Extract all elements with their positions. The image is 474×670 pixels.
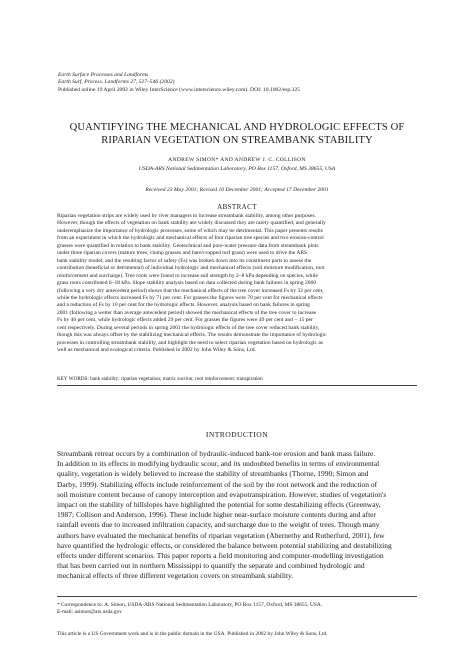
- abstract-line: Riparian vegetation strips are widely used by river managers to increase streambank stability, among other purposes.: [57, 213, 316, 219]
- journal-published: Published online 19 April 2002 in Wiley InterScience (www.interscience.wiley.com). DOI: 10.1002/esp.325: [58, 86, 300, 93]
- abstract-line: processes in controlling streambank stability, and highlight the need to select riparian vegetation based on hydrologic as: [57, 339, 323, 346]
- intro-line: Streambank retreat occurs by a combination of hydraulic-induced bank-toe erosion and bank mass failure.: [57, 449, 376, 458]
- intro-line: authors have evaluated the mechanical benefits of riparian vegetation (Abernethy and Rutherfurd, 2001), few: [57, 530, 385, 540]
- abstract-heading: ABSTRACT: [217, 203, 257, 211]
- abstract-line: bank stability model, and the resulting factor of safety (Fs) was broken down into its constituent parts to assess the: [57, 257, 312, 264]
- abstract-line: well as mechanical and ecological criteria. Published in 2002 by John Wiley & Sons, Ltd.: [57, 347, 256, 354]
- intro-line: Darby, 1999). Stabilizing effects include reinforcement of the soil by the root network and the reduction of: [57, 479, 378, 489]
- journal-name: Earth Surface Processes and Landforms: [58, 72, 149, 78]
- intro-line: have quantified the hydrologic effects, or considered the balance between potential stabilizing and destabilizing: [57, 540, 392, 550]
- title-line-1: QUANTIFYING THE MECHANICAL AND HYDROLOGIC EFFECTS OF: [69, 122, 405, 133]
- journal-header: [58, 72, 418, 94]
- correspondence-footnote: [57, 602, 417, 616]
- affiliation: USDA-ARS National Sedimentation Laboratory, PO Box 1157, Oxford, MS 38655, USA: [138, 166, 336, 172]
- footnote-address: * Correspondence to: A. Simon, USDA-ARS National Sedimentation Laboratory, PO Box 1157, Oxford, MS 38655, USA.: [57, 602, 323, 608]
- intro-line: impact on the stability of hillslopes have highlighted the potential for some destabilizing effects (Greenway,: [57, 500, 381, 510]
- abstract-body: [57, 213, 417, 355]
- abstract-line: reinforcement and surcharge). Tree roots were found to increase soil strength by 2–8 kPa depending on species, while: [57, 272, 318, 279]
- abstract-line: while the hydrologic effects increased Fs by 71 per cent. For grasses the figures were 70 per cent for mechanical effects: [57, 294, 323, 301]
- abstract-line: contribution (beneficial or detrimental) of individual hydrologic and mechanical effects (soil moisture modification, root: [57, 265, 325, 272]
- footnote-divider: [57, 596, 417, 597]
- intro-line: In addition to its effects in modifying hydraulic scour, and its undoubted benefits in terms of environmental: [57, 459, 380, 469]
- abstract-line: grass roots contributed 6–18 kPa. Slope stability analysis based on data collected during bank failures in spring 2000: [57, 280, 317, 287]
- abstract-line: though this was always offset by the stabilizing mechanical effects. The results demonstrate the importance of hydrologic: [57, 332, 327, 339]
- abstract-line: Fs by 46 per cent, while hydrologic effects added 29 per cent. For grasses the figures were 49 per cent and − 15 per: [57, 317, 313, 324]
- abstract-line: 2001 (following a wetter than average antecedent period) showed the mechanical effects of the tree cover to increase: [57, 309, 317, 316]
- paper-title: [40, 122, 434, 147]
- intro-line: 1987; Collison and Anderson, 1996). These include higher near-surface moisture contents during and after: [57, 510, 377, 520]
- abstract-line: from an experiment in which the hydrologic and mechanical effects of four riparian tree species and two erosion-control: [57, 235, 324, 242]
- title-line-2: RIPARIAN VEGETATION ON STREAMBANK STABILITY: [101, 134, 373, 146]
- intro-line: quality, vegetation is widely believed to increase the stability of streambanks (Thorne, 1990; Simon and: [57, 469, 369, 479]
- footnote-email: E-mail: asimon@ars.usda.gov: [57, 609, 122, 616]
- abstract-line: under three riparian covers (mature trees, clump grasses and bare/cropped turf grass) were used to drive the ARS: [57, 250, 308, 257]
- authors: ANDREW SIMON* AND ANDREW J. C. COLLISON: [168, 157, 306, 163]
- abstract-line: However, though the effects of vegetation on bank stability are widely discussed they are rarely quantified, and generally: [57, 220, 326, 227]
- introduction-heading: INTRODUCTION: [205, 430, 269, 439]
- keywords: KEY WORDS: bank stability; riparian vegetation; matric suction; root reinforcement; transpiration: [57, 376, 263, 382]
- intro-line: mechanical effects of three different vegetation covers on streambank stability.: [57, 571, 294, 581]
- abstract-line: cent respectively. During several periods in spring 2001 the hydrologic effects of the tree cover reduced bank stability,: [57, 324, 320, 331]
- abstract-line: (following a very dry antecedent period) shows that the mechanical effects of the tree cover increased Fs by 32 per cent,: [57, 287, 324, 294]
- journal-citation: Earth Surf. Process. Landforms 27, 527–546 (2002): [58, 79, 175, 86]
- introduction-body: [57, 449, 417, 582]
- received-dates: Received 23 May 2001; Revised 10 December 2001; Accepted 17 December 2001: [145, 187, 329, 193]
- abstract-line: underemphasize the importance of hydrologic processes, some of which may be detrimental. This paper presents results: [57, 227, 323, 234]
- section-divider: [57, 385, 417, 386]
- intro-line: rainfall events due to increased infiltration capacity, and surcharge due to the weight of trees. Though many: [57, 520, 380, 530]
- copyright-note: This article is a US Government work and is in the public domain in the USA. Published in 2002 by John Wiley & Sons, Ltd.: [57, 631, 328, 637]
- intro-line: soil moisture content because of canopy interception and evapotranspiration. However, studies of vegetation's: [57, 489, 387, 499]
- abstract-line: and a reduction of Fs by 10 per cent for the hydrologic effects. However, analysis based on bank failures in spring: [57, 302, 310, 309]
- intro-line: effects under different scenarios. This paper reports a field monitoring and computer-modelling investigation: [57, 551, 384, 561]
- intro-line: that has been carried out in northern Mississippi to quantify the separate and combined hydrologic and: [57, 561, 365, 571]
- abstract-line: grasses were quantified in relation to bank stability. Geotechnical and pore-water pressure data from streambank plots: [57, 242, 319, 249]
